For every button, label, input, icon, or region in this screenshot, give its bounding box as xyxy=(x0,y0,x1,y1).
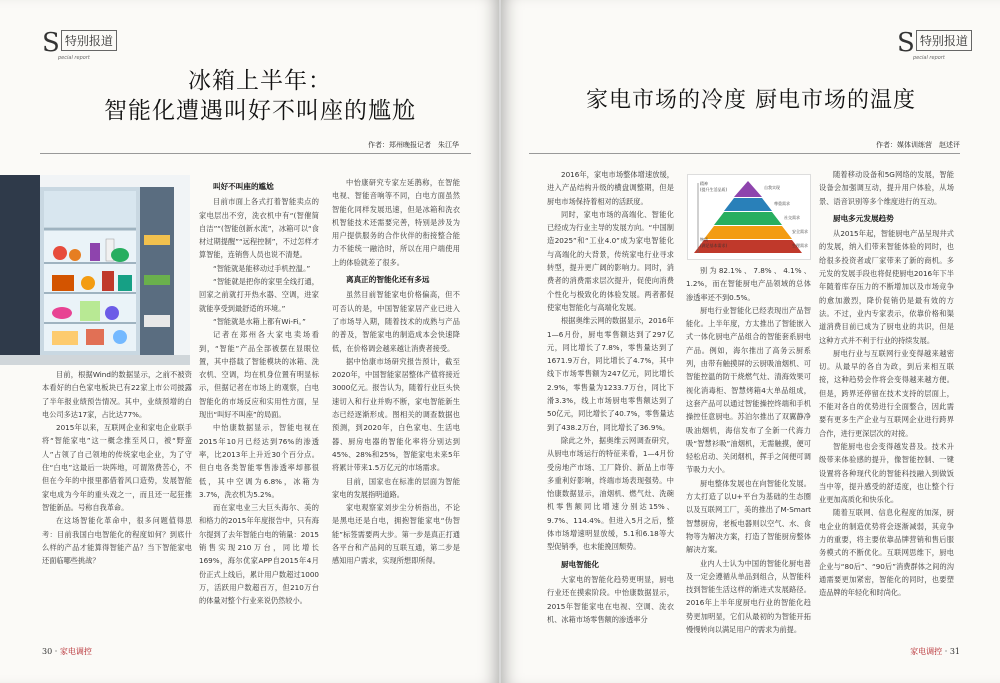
subheading: 叫好不叫座的尴尬 xyxy=(213,182,274,191)
title-line-1: 冰箱上半年： xyxy=(188,68,332,94)
paragraph: 家电观察家刘步尘分析指出，不论是黑电还是白电，拥抱智能家电“伪智能”标签需要两大步。第一步是真正打通各平台和产品间的互联互通，第二步是感知用户需求，实现所想即所得。 xyxy=(332,503,460,566)
magazine-name: 家电调控 xyxy=(910,647,943,656)
paragraph: 除此之外，据奥维云网调查研究，从厨电市场运行的特征来看，1—4月份受房地产市场、工厂降价、新品上市等多重利好影响，终端市场表现强势。中怡康数据显示，油烟机、燃气灶、洗碗机零售额同比增速分别达15%、9.7%、114.4%。但进入5月之后，整体市场增速明显放缓，5.1和6.18等大型促销季，也未能挽回颓势。 xyxy=(547,435,674,552)
section-mark xyxy=(897,28,972,61)
paragraph: 在这场智能化革命中，很多问题值得思考：目前我国白电智能化的程度如何？到底什么样的产品才能算得智能产品？当下智能家电还面临哪些挑战？ xyxy=(42,516,192,566)
paragraph: 同时，家电市场的高端化、智能化已经成为行业主导的发展方向。“中国制造2025”和“工业4.0”成为家电智能化与高端化的大背景，传统家电行业寻求转型，提升更广阔的影响力。同时，消费者的消费需求层次提升，促使向消费个性化与极致化的体验发展。两者都促使家电智能化与高端化发展。 xyxy=(547,209,674,312)
section-sub: pecial report xyxy=(58,55,90,61)
right-column-1 xyxy=(547,168,674,626)
section-letter: S xyxy=(897,28,915,58)
paragraph: 中怡康数据显示，智能电视在2015年10月已经达到76%的渗透率，比2013年上升近30个百分点。但白电各类智能零售渗透率却都很低，其中空调为6.8%，冰箱为3.7%，洗衣机为5.2%。 xyxy=(199,423,319,499)
pyramid-label: 社交需求 xyxy=(784,215,800,220)
section-sub: pecial report xyxy=(913,55,945,61)
left-column-2 xyxy=(199,176,319,608)
paragraph: 厨电行业与互联网行业变得越来越密切。从最早的各自为政，到后来相互联接，这种趋势会作将会变得越来越方便。但是，跨界还停留在技术支持的层面上，不能对各自的优势进行全面整合，因此需要有更多生产企业与互联网企业进行跨界合作，进行更深层次的对接。 xyxy=(819,348,954,438)
subheading: 厨电智能化 xyxy=(561,559,599,569)
section-mark xyxy=(42,28,117,61)
right-page xyxy=(501,0,1000,683)
pyramid-label: 尊重需求 xyxy=(774,201,790,206)
byline: 作者：媒体训练营 赵述评 xyxy=(876,141,960,149)
page-number: 31 xyxy=(949,647,960,656)
paragraph: 据中怡康市场研究报告预计，截至2020年，中国智能家居整体产值将接近3000亿元。报告认为，随着行业巨头快速切入和行业并购不断，家电智能新生态已经逐渐形成。图相关的调查数据也预测，到2020年，白色家电、生活电器、厨房电器的智能化率将分别达到45%、28%和25%，智能家电未来5年将累计带来1.5万亿元的市场需求。 xyxy=(332,356,460,473)
paragraph: 目前市面上各式打着智能卖点的家电层出不穷，洗衣机中有“(智催简自洁”“(智能创新水流”，冰箱可以“食材过期提醒”“远程控制”，不过怎样才算智能，连销售人员也说不清楚。 xyxy=(199,197,319,260)
paragraph: 智能厨电也会变得越发普及。技术升级带来体验感的提升，像智能控制、一键设置将各种现代化的智能科技融入到做饭当中等，提升感受的舒适度，也让整个行业更加高质化和快乐化。 xyxy=(819,441,954,505)
article-title xyxy=(60,66,460,126)
byline: 作者：郑州晚报记者 朱江华 xyxy=(368,141,459,149)
pyramid-label: 物质 xyxy=(700,237,708,242)
paragraph: 中怡康研究专家左延鹊称，在智能电视、智能音响等不同，白电方面虽然智能化同样发展迅速，但是冰箱和洗衣机智能技术还需要完善，特别是涉及为用户提供服务的合作伙伴的衔接整合能力不能统一融洽时，所以在用户端使用上的体验就差了很多。 xyxy=(332,178,460,267)
paragraph: 虽然目前智能家电价格偏高，但不可否认的是，中国智能家居产业已进入了市场导入期，随着技术的成熟与产品的普及，智能家电的制造成本会快速降低，在价格调会越来越让消费者接受。 xyxy=(332,290,460,353)
article-title: 家电市场的冷度 厨电市场的温度 xyxy=(586,88,916,113)
folio: 30 · 家电调控 xyxy=(42,647,92,656)
pyramid-label: 安全需求 xyxy=(792,229,808,234)
paragraph: “智能就是能移动过手机控温。” xyxy=(213,263,311,273)
paragraph: 厨电行业智能化已经表现出产品智能化。上半年度，方太推出了智能嵌入式一体化厨电产品组合的智能套系厨电产品。例如，海尔推出了高务云厨系列，由带有触摸屏的云厨吸油烟机、可智能控温的防干烧燃气灶、清海效果可视化消毒柜、智慧烤箱4大单品组成，这套产品可以通过智能操控终端和手机操控任意厨电。苏泊尔推出了双翼静净吸油烟机，海信发布了全新一代海力吸“智慧衫吸”油烟机，无需触摸，便可轻松启动、关闭烟机，挥手之间便可调节吸力大小。 xyxy=(686,305,811,475)
section-letter: S xyxy=(42,28,60,58)
page-number: 30 xyxy=(42,647,53,656)
left-page xyxy=(0,0,499,683)
paragraph: “智能就是把你的家里全线打通，回家之前就打开热水器、空调，进家就能享受到最舒适的环境。” xyxy=(199,277,319,313)
paragraph: “智能就是水箱上都有Wi-Fi。” xyxy=(213,316,306,326)
paragraph: 而在家电业三大巨头海尔、美的和格力的2015年年度报告中，只有海尔提到了去年智能白电的销量：2015销售实现210万台，同比增长169%，海尔优家APP自2015年4月份正式上线后，累计用户数超过1000万，活跃用户数超百万，但210万台的体量对整个行业来说仍然较小。 xyxy=(199,503,319,606)
left-column-1 xyxy=(42,368,192,567)
paragraph: 业内人士认为中国的智能化厨电普及一定会遵循从单品到组合，从智能科技到智能生活这样的渐进式发展路径。2016年上半年度厨电行业的智能化趋势更加明显，它们从最初的为智能开拓慢慢转向以满足用户的需求为前提。 xyxy=(686,558,811,635)
magazine-name: 家电调控 xyxy=(59,647,92,656)
pyramid-label: 自我实现 xyxy=(764,185,780,190)
paragraph: 记者在郑州各大家电卖场看到，“智能”产品全部被摆在显眼位置，其中搭载了智能模块的冰箱、洗衣机、空调，均在机身位置有明显标示，但据记者在市场上的观察，白电智能化的市场反应和实用性方面，呈现出“叫好不叫座”的局面。 xyxy=(199,330,319,420)
paragraph: 2015年以来，互联网企业和家电企业联手将“智能家电”这一概念推至风口，被“野蛮人”占领了自己领地的传统家电企业，为了守住“白电”这最后一块阵地，可谓煞费苦心，不但在今年的中报里都借着风口造势，发展智能家电成为今年的重头戏之一，而且还一起狂推智能新品。号称自我革命。 xyxy=(42,423,192,512)
right-column-3 xyxy=(819,168,954,600)
fridge-illustration xyxy=(0,175,190,365)
paragraph: 随着移动设备和5G网络的发展，智能设备会加强调互动，提升用户体验，从场景、语音识别等多个维度进行的互动。 xyxy=(819,170,954,206)
paragraph: 目前，根据Wind的数据显示，之前不被资本看好的白色家电板块已有22家上市公司披露了半年报业绩预告情况。其中，业绩预增的白电公司多达17家，占比达77%。 xyxy=(42,370,192,419)
pyramid-label: (满足基本需求) xyxy=(700,243,728,248)
paragraph: 厨电整体发展也在向智能化发展。方太打造了以U+平台为基础的生态圈以及互联网工厂，美的推出了M-Smart智慧厨房，老板电器则以空气、水、食物等为解决方案，打造了智能厨房整体解决方案。 xyxy=(686,478,811,555)
subheading: 离真正的智能化还有多远 xyxy=(346,275,430,285)
paragraph: 随着互联网、信息化程度的加深，厨电企业的制造优势将会逐渐减弱，其竞争力的重要，将主要依靠品牌营销和售后服务模式的不断优化。互联网思维下，厨电企业与“80后”、“90后”消费群体之间的沟通需要更加紧密，智能化的同时，也要塑造品牌的年轻化和时尚化。 xyxy=(819,508,954,598)
needs-pyramid-figure xyxy=(687,174,811,260)
folio: 家电调控 · 31 xyxy=(910,647,960,656)
paragraph: 从2015年起，智能厨电产品呈现井式的发展，纳入们带来智能体验的同时，也给很多投资者或厂家带来了新的商机。多元发的发展手段也将促使厨电2016年下半年随着库存压力的不断增加以及市场竞争的愈加激烈，降价促销仍是最有效的方法。不过，业内专家表示，依靠价格和渠道消费目前已成为了厨电业的共识，但是这种方式并不利于行业的持续发展。 xyxy=(819,229,954,345)
paragraph: 目前，国家也在标准的层面为智能家电的发展指明道路。 xyxy=(332,476,460,499)
right-column-2 xyxy=(686,264,811,636)
pyramid-label: (提升生活品质) xyxy=(700,187,728,192)
section-label: 特别报道 xyxy=(61,30,117,51)
paragraph: 别为82.1%、7.8%、4.1%、1.2%，而在智能厨电产品领域的总体渗透率还不到0.5%。 xyxy=(686,266,811,302)
paragraph: 2016年，家电市场整体增速放缓，进入产品结构升级的横盘调整期，但是厨电市场保持着相对的活跃度。 xyxy=(547,170,674,206)
left-column-3 xyxy=(332,176,460,568)
section-label: 特别报道 xyxy=(916,30,972,51)
paragraph: 根据奥维云网的数据显示，2016年1—6月份，厨电零售额达到了297亿元，同比增长了7.8%，零售量达到了1671.9万台，同比增长了4.7%，其中线下市场零售额为247亿元，同比增长2.9%，零售量为1233.7万台，同比下滑3.3%，线上市场厨电零售额达到了50亿元，同比增长了40.7%，零售量达到了438.2万台，同比增长了36.9%。 xyxy=(547,316,674,432)
subheading: 厨电多元发展趋势 xyxy=(833,213,894,223)
title-line-2: 智能化遭遇叫好不叫座的尴尬 xyxy=(104,98,416,124)
paragraph: 大家电的智能化趋势更明显，厨电行业还在摸索阶段。中怡康数据显示，2015年智能家电在电视、空调、洗衣机、冰箱市场零售额的渗透率分 xyxy=(547,574,674,624)
divider xyxy=(529,153,960,154)
pyramid-label: 精神 xyxy=(700,181,708,186)
divider xyxy=(40,153,471,154)
pyramid-label: 生理需求 xyxy=(792,243,808,248)
